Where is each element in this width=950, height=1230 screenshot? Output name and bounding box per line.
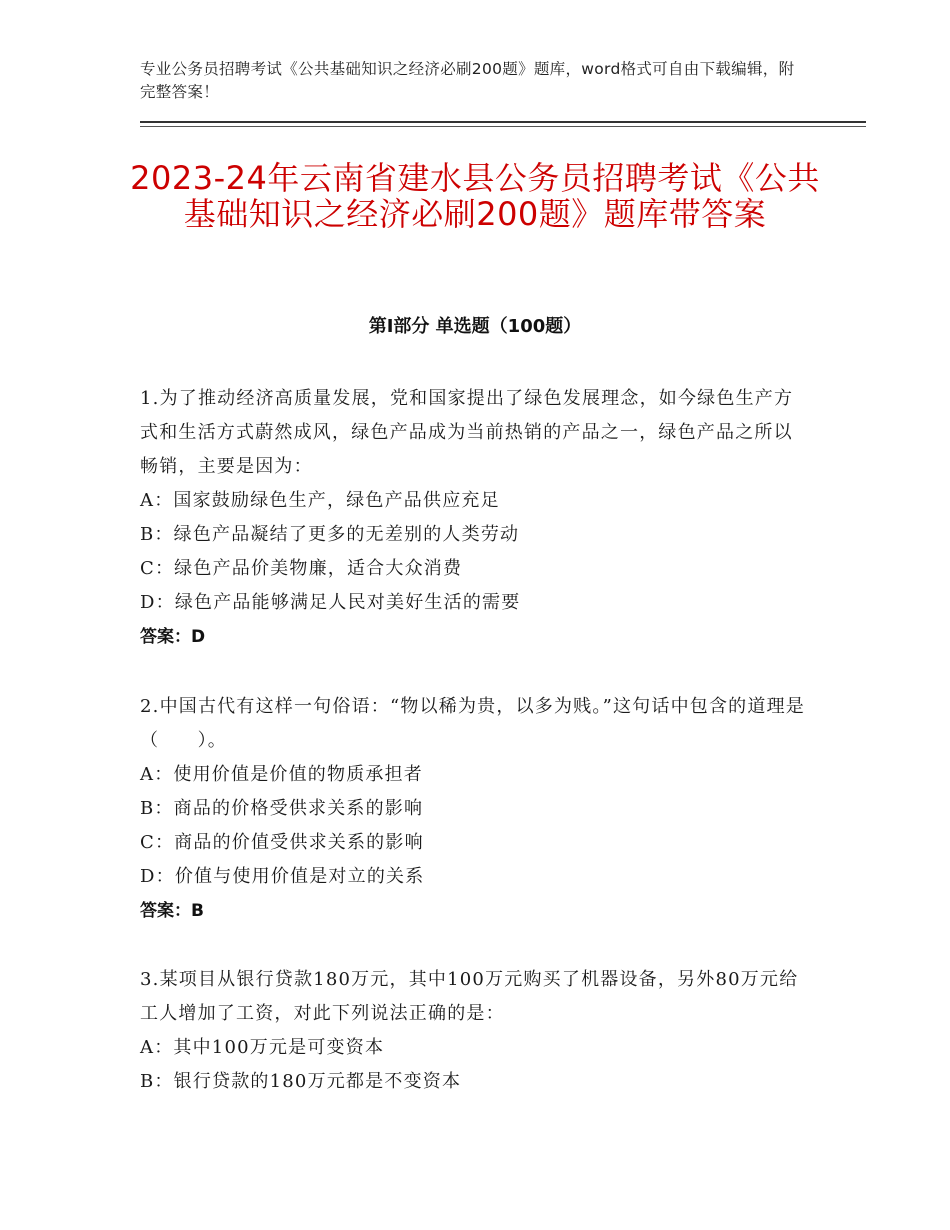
answer: 答案：D [140, 627, 206, 647]
option-c: C：绿色产品价美物廉，适合大众消费 [140, 558, 463, 579]
header-rule-thin [140, 126, 866, 127]
answer: 答案：B [140, 901, 204, 921]
document-title: 2023-24年云南省建水县公务员招聘考试《公共基础知识之经济必刷200题》题库带答案 [130, 159, 820, 233]
option-d: D：价值与使用价值是对立的关系 [140, 866, 425, 887]
question-3 [140, 963, 810, 1099]
question-2 [140, 690, 810, 928]
option-b: B：商品的价格受供求关系的影响 [140, 798, 424, 819]
header-rule-thick [140, 121, 866, 123]
question-stem: 1.为了推动经济高质量发展，党和国家提出了绿色发展理念，如今绿色生产方式和生活方式蔚然成风，绿色产品成为当前热销的产品之一，绿色产品之所以畅销，主要是因为： [140, 388, 794, 477]
option-d: D：绿色产品能够满足人民对美好生活的需要 [140, 592, 521, 613]
question-1 [140, 382, 810, 654]
option-a: A：其中100万元是可变资本 [140, 1037, 385, 1058]
option-a: A：国家鼓励绿色生产，绿色产品供应充足 [140, 490, 500, 511]
option-a: A：使用价值是价值的物质承担者 [140, 764, 423, 785]
section-heading: 第Ⅰ部分 单选题（100题） [368, 316, 582, 337]
option-b: B：银行贷款的180万元都是不变资本 [140, 1071, 462, 1092]
question-stem: 3.某项目从银行贷款180万元，其中100万元购买了机器设备，另外80万元给工人增加了工资，对此下列说法正确的是： [140, 969, 799, 1024]
option-c: C：商品的价值受供求关系的影响 [140, 832, 424, 853]
question-stem: 2.中国古代有这样一句俗语：“物以稀为贵，以多为贱。”这句话中包含的道理是（ ）。 [140, 696, 805, 751]
header-note: 专业公务员招聘考试《公共基础知识之经济必刷200题》题库，word格式可自由下载编辑，附完整答案！ [140, 60, 795, 101]
option-b: B：绿色产品凝结了更多的无差别的人类劳动 [140, 524, 520, 545]
